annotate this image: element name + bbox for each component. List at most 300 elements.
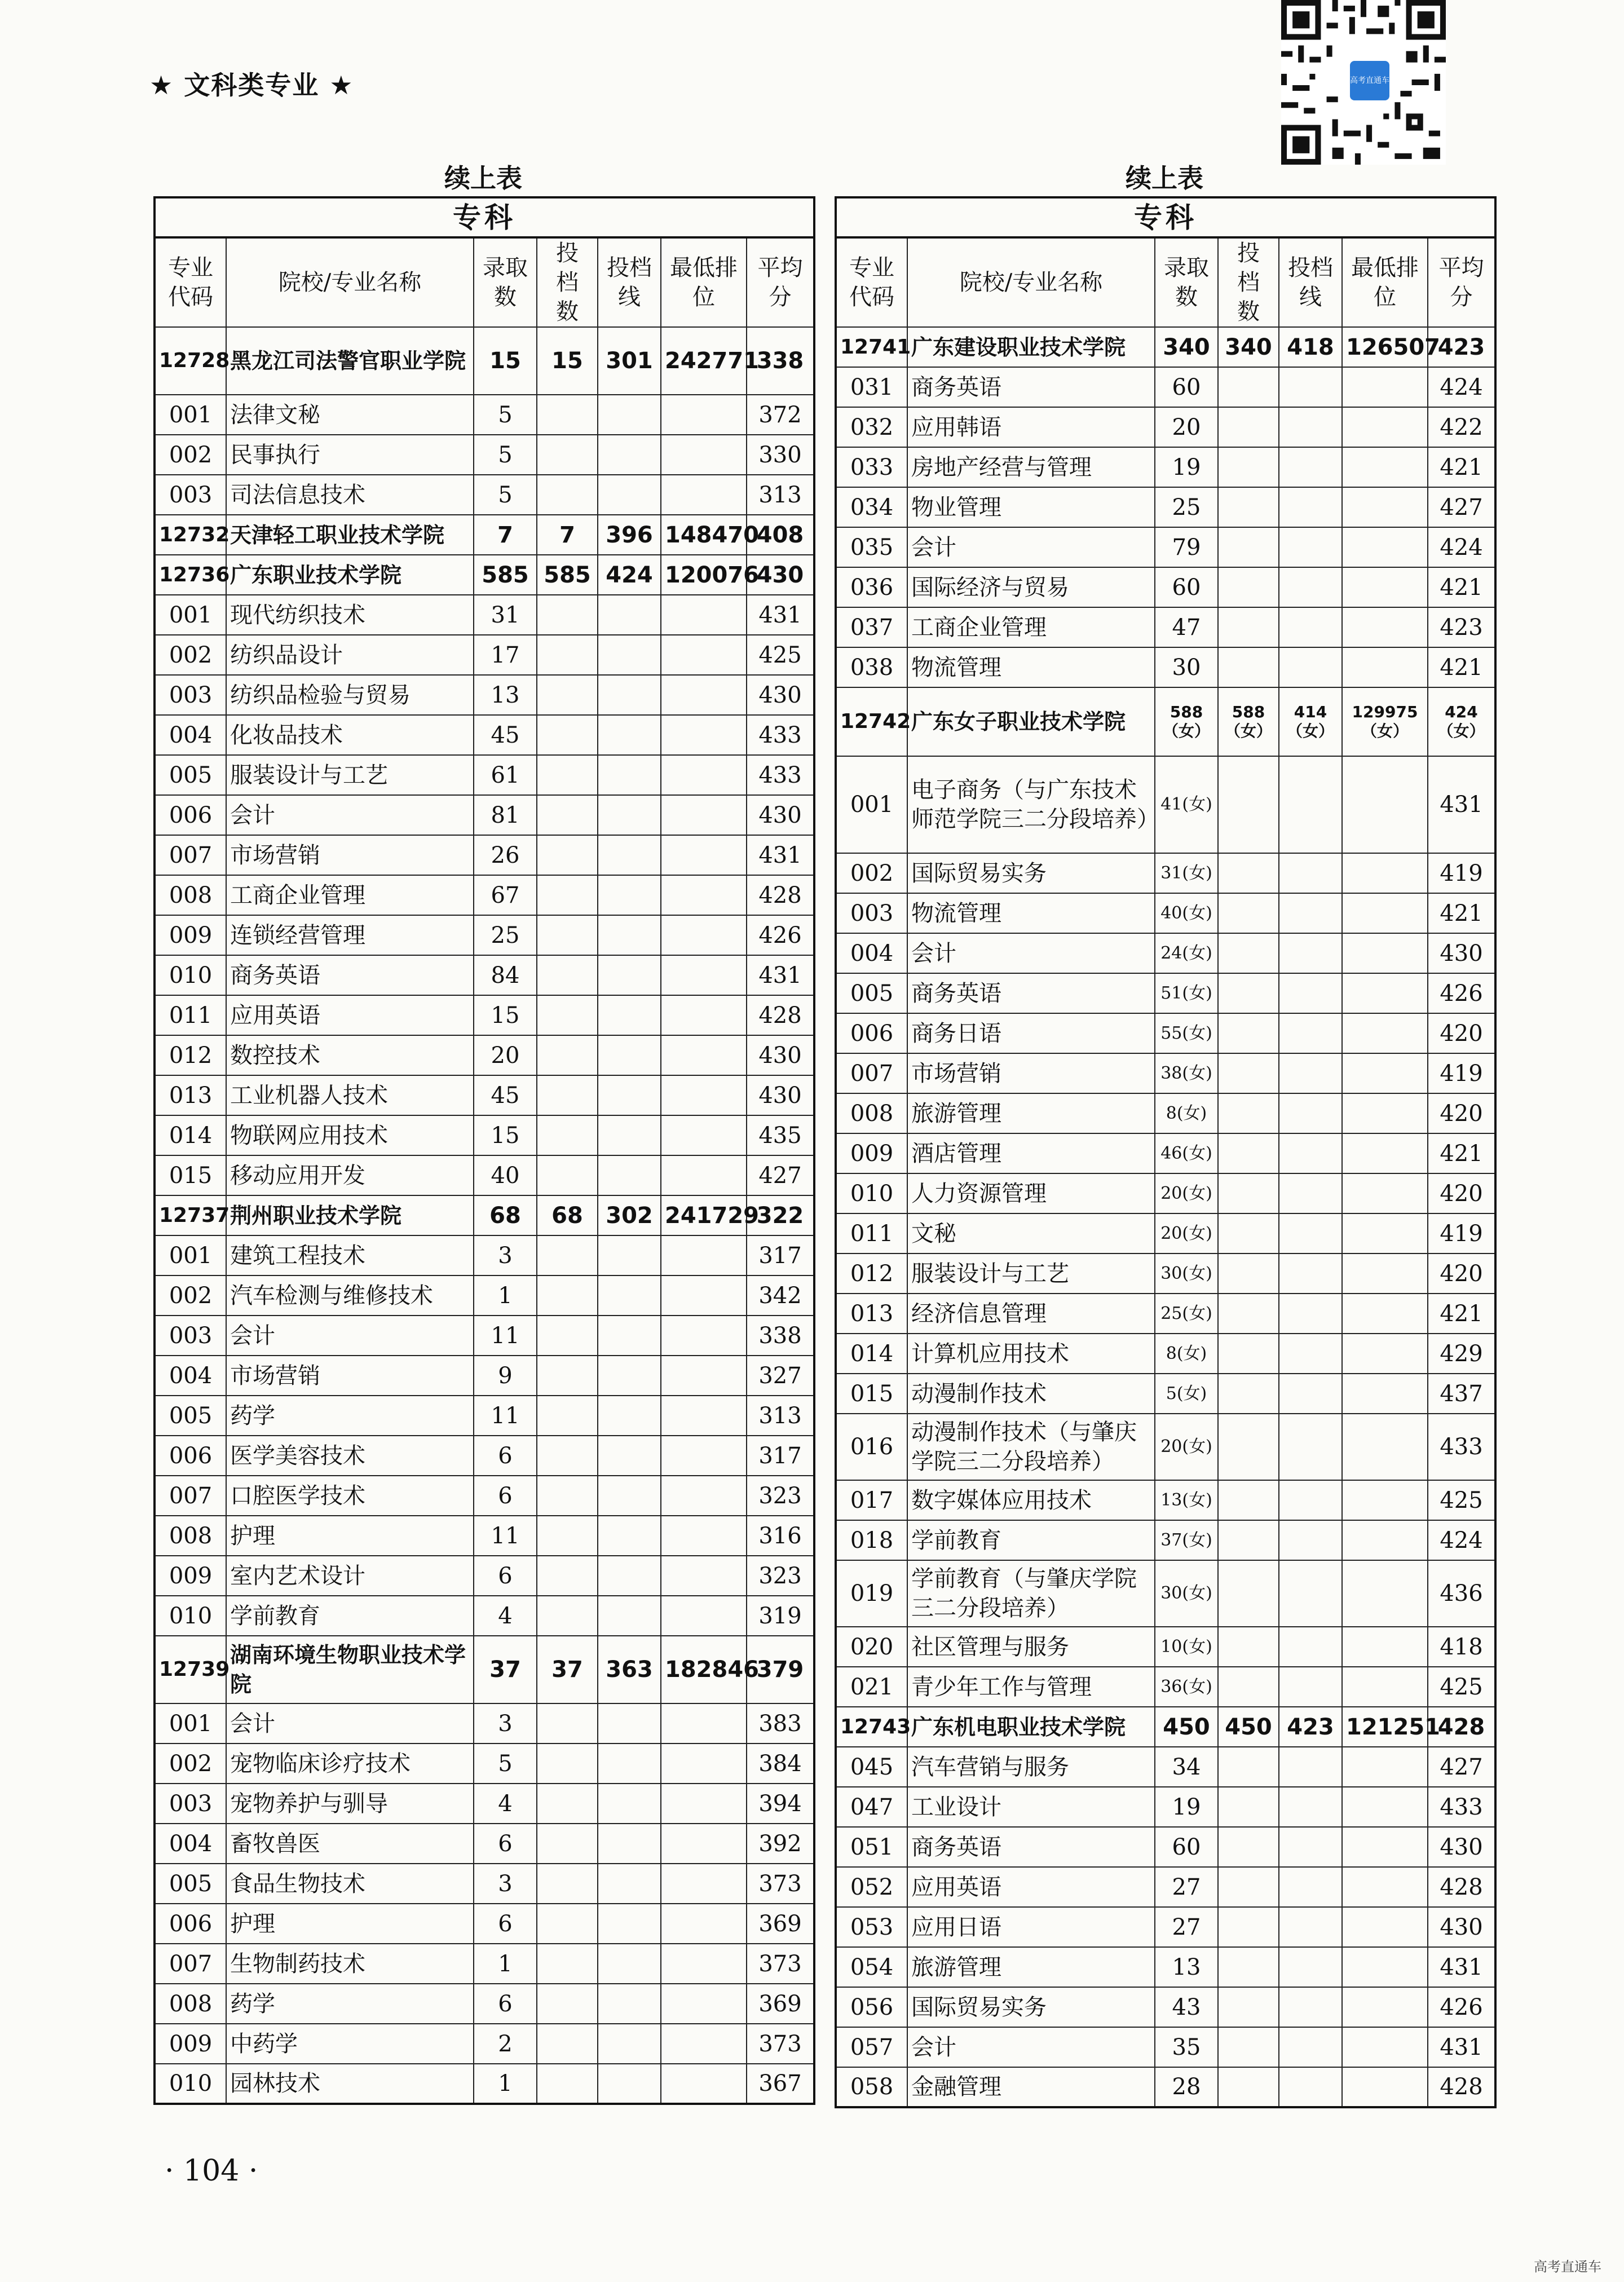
cell-code: 004: [155, 715, 226, 755]
table-row: [836, 893, 1495, 933]
cell-rank: 120076: [661, 555, 747, 595]
cell-avg: 319: [747, 1596, 814, 1636]
cell-code: 009: [155, 1556, 226, 1596]
cell-code: 020: [836, 1627, 907, 1667]
cell-code: 005: [155, 1396, 226, 1436]
cell-avg: 422: [1428, 407, 1495, 447]
cell-name: 食品生物技术: [226, 1864, 474, 1904]
table-row: [836, 1827, 1495, 1867]
right-header-code: 专业代码: [836, 237, 907, 327]
table-row: [836, 1093, 1495, 1133]
cell-line: [598, 1703, 661, 1743]
cell-line: [1279, 407, 1342, 447]
cell-code: 014: [155, 1115, 226, 1155]
cell-name: 口腔医学技术: [226, 1476, 474, 1516]
table-row: [836, 447, 1495, 487]
cell-line: [598, 795, 661, 835]
cell-admit: 19: [1155, 447, 1218, 487]
cell-code: 006: [155, 1436, 226, 1476]
table-row: [836, 1627, 1495, 1667]
table-row: [155, 1596, 814, 1636]
cell-line: [598, 755, 661, 795]
cell-line: [1279, 1867, 1342, 1907]
cell-line: 302: [598, 1195, 661, 1235]
cell-toudang: [537, 1396, 598, 1436]
cell-rank: [661, 475, 747, 515]
cell-toudang: [1218, 1520, 1279, 1560]
cell-toudang: [1218, 1334, 1279, 1374]
cell-avg: 383: [747, 1703, 814, 1743]
cell-avg: 408: [747, 515, 814, 555]
left-header-admit: 录取数: [474, 237, 537, 327]
cell-code: 009: [836, 1133, 907, 1173]
right-header-avg: 平均分: [1428, 237, 1495, 327]
cell-admit: 45: [474, 715, 537, 755]
cell-line: [1279, 647, 1342, 687]
table-row: [836, 973, 1495, 1013]
cell-admit: 38(女): [1155, 1053, 1218, 1093]
cell-toudang: [537, 1864, 598, 1904]
cell-rank: 148470: [661, 515, 747, 555]
table-row: [836, 853, 1495, 893]
cell-code: 034: [836, 487, 907, 527]
table-row: [155, 2064, 814, 2104]
left-header-row: [155, 237, 814, 327]
cell-name: 物联网应用技术: [226, 1115, 474, 1155]
cell-admit: 6: [474, 1476, 537, 1516]
cell-line: [1279, 487, 1342, 527]
cell-name: 会计: [907, 527, 1155, 567]
cell-code: 015: [836, 1374, 907, 1414]
cell-admit: 37: [474, 1636, 537, 1703]
cell-avg: 373: [747, 2024, 814, 2064]
table-row: [836, 1053, 1495, 1093]
cell-line: [598, 1075, 661, 1115]
school-row: [836, 687, 1495, 756]
cell-name: 市场营销: [907, 1053, 1155, 1093]
cell-admit: 3: [474, 1235, 537, 1275]
table-row: [155, 435, 814, 475]
cell-admit: 11: [474, 1316, 537, 1356]
cell-name: 青少年工作与管理: [907, 1667, 1155, 1707]
cell-code: 058: [836, 2067, 907, 2107]
cell-line: [598, 2024, 661, 2064]
cell-name: 司法信息技术: [226, 475, 474, 515]
cell-code: 051: [836, 1827, 907, 1867]
cell-rank: [1342, 1947, 1428, 1987]
cell-code: 011: [836, 1213, 907, 1253]
cell-admit: 25: [1155, 487, 1218, 527]
cell-name: 经济信息管理: [907, 1294, 1155, 1334]
table-row: [155, 955, 814, 995]
cell-name: 市场营销: [226, 1356, 474, 1396]
cell-line: [598, 715, 661, 755]
table-row: [836, 1414, 1495, 1480]
cell-toudang: [537, 1035, 598, 1075]
cell-toudang: [537, 1904, 598, 1944]
cell-line: [598, 1396, 661, 1436]
cell-avg: 430: [1428, 1827, 1495, 1867]
cell-rank: [661, 395, 747, 435]
right-header-admit: 录取数: [1155, 237, 1218, 327]
cell-name: 化妆品技术: [226, 715, 474, 755]
cell-line: [1279, 367, 1342, 407]
cell-code: 12736: [155, 555, 226, 595]
cell-avg: 433: [1428, 1787, 1495, 1827]
cell-avg: 317: [747, 1235, 814, 1275]
cell-toudang: [1218, 1787, 1279, 1827]
cell-admit: 25(女): [1155, 1294, 1218, 1334]
cell-code: 004: [155, 1356, 226, 1396]
cell-avg: 427: [747, 1155, 814, 1195]
cell-name: 学前教育（与肇庆学院三二分段培养）: [907, 1560, 1155, 1627]
cell-name: 工商企业管理: [226, 875, 474, 915]
cell-avg: 313: [747, 475, 814, 515]
cell-toudang: [537, 955, 598, 995]
cell-admit: 450: [1155, 1707, 1218, 1747]
left-header-rank: 最低排位: [661, 237, 747, 327]
cell-line: [598, 1235, 661, 1275]
cell-code: 001: [155, 1235, 226, 1275]
cell-rank: [1342, 647, 1428, 687]
right-header-rank: 最低排位: [1342, 237, 1428, 327]
cell-line: [598, 1155, 661, 1195]
cell-name: 人力资源管理: [907, 1173, 1155, 1213]
cell-name: 商务英语: [907, 973, 1155, 1013]
cell-rank: [1342, 1627, 1428, 1667]
cell-avg: 313: [747, 1396, 814, 1436]
cell-avg: 425: [747, 635, 814, 675]
school-row: [155, 515, 814, 555]
cell-avg: 430: [747, 795, 814, 835]
cell-avg: 342: [747, 1275, 814, 1316]
cell-avg: 431: [747, 595, 814, 635]
cell-avg: 421: [1428, 893, 1495, 933]
cell-toudang: [1218, 1013, 1279, 1053]
cell-toudang: [1218, 1133, 1279, 1173]
cell-toudang: [537, 1235, 598, 1275]
cell-toudang: 588（女）: [1218, 687, 1279, 756]
cell-code: 007: [155, 835, 226, 875]
cell-name: 黑龙江司法警官职业学院: [226, 327, 474, 395]
cell-admit: 11: [474, 1396, 537, 1436]
cell-name: 电子商务（与广东技术师范学院三二分段培养）: [907, 756, 1155, 853]
left-header-code: 专业代码: [155, 237, 226, 327]
cell-toudang: 68: [537, 1195, 598, 1235]
table-row: [155, 1235, 814, 1275]
cell-line: [598, 1476, 661, 1516]
cell-toudang: [537, 2024, 598, 2064]
school-row: [155, 327, 814, 395]
cell-rank: [1342, 1334, 1428, 1374]
cell-name: 物业管理: [907, 487, 1155, 527]
cell-code: 007: [155, 1944, 226, 1984]
table-row: [836, 647, 1495, 687]
cell-name: 学前教育: [226, 1596, 474, 1636]
cell-toudang: [537, 675, 598, 715]
cell-toudang: [1218, 447, 1279, 487]
cell-line: 396: [598, 515, 661, 555]
cell-avg: 338: [747, 1316, 814, 1356]
cell-toudang: [537, 635, 598, 675]
cell-code: 016: [836, 1414, 907, 1480]
cell-line: [1279, 607, 1342, 647]
table-row: [155, 675, 814, 715]
table-row: [155, 635, 814, 675]
cell-line: [1279, 1480, 1342, 1520]
cell-code: 006: [155, 795, 226, 835]
cell-name: 数字媒体应用技术: [907, 1480, 1155, 1520]
table-row: [836, 1787, 1495, 1827]
cell-admit: 340: [1155, 327, 1218, 367]
cell-toudang: [1218, 853, 1279, 893]
cell-rank: [1342, 1414, 1428, 1480]
cell-avg: 430: [747, 675, 814, 715]
cell-name: 会计: [226, 795, 474, 835]
cell-line: [1279, 1667, 1342, 1707]
cell-name: 动漫制作技术: [907, 1374, 1155, 1414]
cell-line: 418: [1279, 327, 1342, 367]
table-row: [155, 1743, 814, 1784]
cell-line: 424: [598, 555, 661, 595]
cell-admit: 24(女): [1155, 933, 1218, 973]
left-caption: 续上表: [444, 163, 522, 193]
cell-avg: 430: [747, 1075, 814, 1115]
table-row: [836, 1907, 1495, 1947]
cell-code: 12739: [155, 1636, 226, 1703]
cell-avg: 433: [747, 715, 814, 755]
cell-line: [598, 995, 661, 1035]
cell-toudang: [1218, 1560, 1279, 1627]
cell-code: 005: [836, 973, 907, 1013]
school-row: [155, 1636, 814, 1703]
cell-rank: [661, 1784, 747, 1824]
cell-code: 017: [836, 1480, 907, 1520]
cell-toudang: [1218, 1093, 1279, 1133]
table-row: [155, 1824, 814, 1864]
cell-name: 文秘: [907, 1213, 1155, 1253]
cell-toudang: 37: [537, 1636, 598, 1703]
cell-line: [598, 635, 661, 675]
cell-rank: [661, 1556, 747, 1596]
table-row: [155, 395, 814, 435]
table-row: [836, 1520, 1495, 1560]
cell-name: 园林技术: [226, 2064, 474, 2104]
cell-code: 002: [155, 1743, 226, 1784]
table-row: [836, 1480, 1495, 1520]
cell-rank: [1342, 1520, 1428, 1560]
cell-line: [598, 1556, 661, 1596]
cell-toudang: [537, 1356, 598, 1396]
cell-admit: 43: [1155, 1987, 1218, 2027]
cell-toudang: [1218, 1747, 1279, 1787]
cell-name: 金融管理: [907, 2067, 1155, 2107]
left-table-body: [155, 327, 814, 2104]
cell-name: 连锁经营管理: [226, 915, 474, 955]
cell-rank: [1342, 1173, 1428, 1213]
cell-avg: 420: [1428, 1013, 1495, 1053]
cell-rank: [1342, 893, 1428, 933]
cell-name: 广东建设职业技术学院: [907, 327, 1155, 367]
cell-code: 009: [155, 915, 226, 955]
cell-name: 纺织品检验与贸易: [226, 675, 474, 715]
cell-code: 003: [836, 893, 907, 933]
cell-name: 商务英语: [907, 1827, 1155, 1867]
table-row: [836, 1173, 1495, 1213]
cell-code: 008: [836, 1093, 907, 1133]
cell-toudang: [1218, 1480, 1279, 1520]
cell-code: 002: [836, 853, 907, 893]
cell-admit: 45: [474, 1075, 537, 1115]
cell-name: 市场营销: [226, 835, 474, 875]
cell-admit: 5: [474, 395, 537, 435]
cell-toudang: [537, 1944, 598, 1984]
cell-rank: [661, 435, 747, 475]
cell-line: [1279, 1787, 1342, 1827]
table-row: [155, 755, 814, 795]
cell-name: 建筑工程技术: [226, 1235, 474, 1275]
cell-line: [598, 1784, 661, 1824]
cell-rank: [661, 1356, 747, 1396]
cell-avg: 421: [1428, 567, 1495, 607]
table-row: [155, 1075, 814, 1115]
cell-admit: 2: [474, 2024, 537, 2064]
cell-name: 室内艺术设计: [226, 1556, 474, 1596]
table-row: [836, 567, 1495, 607]
cell-admit: 10(女): [1155, 1627, 1218, 1667]
school-row: [155, 1195, 814, 1235]
cell-line: [1279, 1133, 1342, 1173]
cell-code: 009: [155, 2024, 226, 2064]
cell-rank: [1342, 1667, 1428, 1707]
cell-avg: 423: [1428, 327, 1495, 367]
cell-rank: [1342, 1013, 1428, 1053]
cell-rank: [1342, 1480, 1428, 1520]
cell-admit: 20: [474, 1035, 537, 1075]
cell-rank: [661, 1516, 747, 1556]
cell-rank: [661, 675, 747, 715]
cell-toudang: 585: [537, 555, 598, 595]
cell-avg: 424: [1428, 527, 1495, 567]
right-header-line: 投档线: [1279, 237, 1342, 327]
cell-name: 商务日语: [907, 1013, 1155, 1053]
cell-rank: [1342, 1213, 1428, 1253]
cell-avg: 316: [747, 1516, 814, 1556]
cell-name: 湖南环境生物职业技术学院: [226, 1636, 474, 1703]
cell-rank: [1342, 1747, 1428, 1787]
cell-toudang: [1218, 1627, 1279, 1667]
cell-name: 旅游管理: [907, 1093, 1155, 1133]
cell-admit: 5(女): [1155, 1374, 1218, 1414]
left-header-avg: 平均分: [747, 237, 814, 327]
cell-code: 006: [155, 1904, 226, 1944]
cell-admit: 13(女): [1155, 1480, 1218, 1520]
cell-code: 004: [155, 1824, 226, 1864]
cell-avg: 424: [1428, 1520, 1495, 1560]
cell-toudang: [537, 715, 598, 755]
table-row: [836, 607, 1495, 647]
cell-toudang: [537, 1436, 598, 1476]
cell-admit: 6: [474, 1436, 537, 1476]
cell-code: 007: [155, 1476, 226, 1516]
cell-name: 现代纺织技术: [226, 595, 474, 635]
cell-admit: 6: [474, 1824, 537, 1864]
cell-toudang: [537, 1743, 598, 1784]
cell-toudang: 340: [1218, 327, 1279, 367]
cell-line: [598, 915, 661, 955]
table-row: [836, 367, 1495, 407]
cell-code: 002: [155, 635, 226, 675]
cell-name: 应用韩语: [907, 407, 1155, 447]
table-row: [155, 1784, 814, 1824]
cell-name: 宠物临床诊疗技术: [226, 1743, 474, 1784]
cell-line: 363: [598, 1636, 661, 1703]
cell-rank: [661, 1864, 747, 1904]
cell-code: 037: [836, 607, 907, 647]
cell-admit: 7: [474, 515, 537, 555]
cell-rank: 242771: [661, 327, 747, 395]
cell-avg: 430: [747, 555, 814, 595]
cell-rank: [661, 835, 747, 875]
cell-code: 032: [836, 407, 907, 447]
cell-avg: 425: [1428, 1480, 1495, 1520]
cell-line: 301: [598, 327, 661, 395]
cell-admit: 81: [474, 795, 537, 835]
cell-avg: 419: [1428, 1213, 1495, 1253]
cell-code: 003: [155, 675, 226, 715]
cell-toudang: [1218, 756, 1279, 853]
table-row: [155, 715, 814, 755]
cell-toudang: [537, 1155, 598, 1195]
cell-rank: [1342, 1133, 1428, 1173]
cell-code: 018: [836, 1520, 907, 1560]
cell-line: 414（女）: [1279, 687, 1342, 756]
cell-admit: 1: [474, 2064, 537, 2104]
cell-name: 商务英语: [226, 955, 474, 995]
cell-line: [598, 1743, 661, 1784]
cell-code: 011: [155, 995, 226, 1035]
cell-line: [598, 435, 661, 475]
cell-line: [1279, 756, 1342, 853]
cell-line: [598, 1904, 661, 1944]
cell-rank: [661, 1596, 747, 1636]
cell-toudang: [537, 1984, 598, 2024]
cell-admit: 11: [474, 1516, 537, 1556]
cell-toudang: [1218, 527, 1279, 567]
cell-toudang: [537, 1075, 598, 1115]
cell-name: 商务英语: [907, 367, 1155, 407]
cell-admit: 68: [474, 1195, 537, 1235]
cell-toudang: [537, 475, 598, 515]
cell-toudang: 7: [537, 515, 598, 555]
cell-admit: 4: [474, 1596, 537, 1636]
cell-toudang: [1218, 1827, 1279, 1867]
cell-rank: [661, 1824, 747, 1864]
cell-code: 057: [836, 2027, 907, 2067]
cell-toudang: [1218, 1213, 1279, 1253]
cell-line: [598, 955, 661, 995]
cell-code: 003: [155, 1316, 226, 1356]
cell-avg: 369: [747, 1904, 814, 1944]
cell-toudang: [1218, 973, 1279, 1013]
cell-name: 中药学: [226, 2024, 474, 2064]
cell-line: [1279, 1253, 1342, 1294]
cell-avg: 431: [1428, 2027, 1495, 2067]
table-row: [836, 1133, 1495, 1173]
cell-toudang: [537, 1596, 598, 1636]
cell-admit: 1: [474, 1275, 537, 1316]
cell-avg: 428: [747, 995, 814, 1035]
